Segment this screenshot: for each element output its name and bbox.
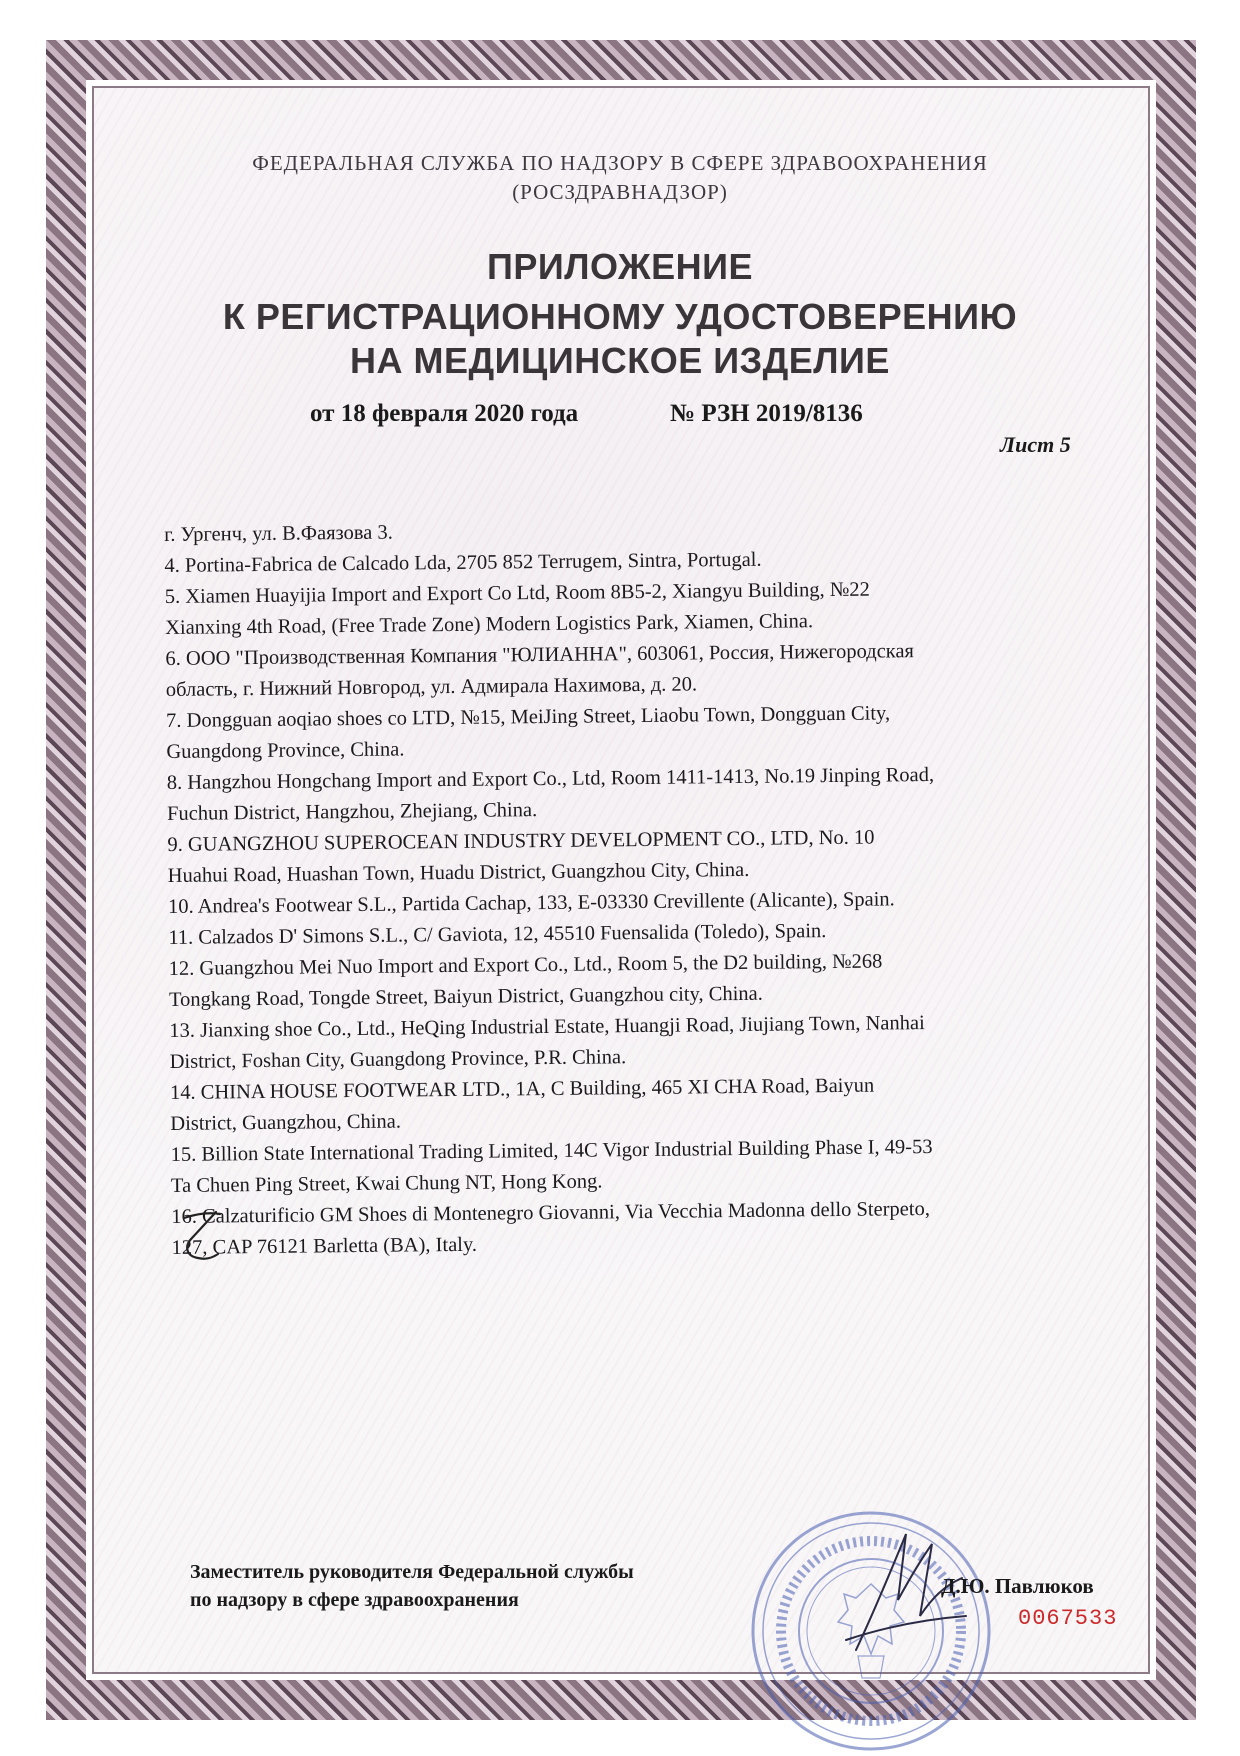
text-line: Huahui Road, Huashan Town, Huadu District, Guangzhou City, China.: [167, 858, 750, 887]
text-line: г. Ургенч, ул. В.Фаязова 3.: [164, 521, 393, 546]
text-line: 9. GUANGZHOU SUPEROCEAN INDUSTRY DEVELOPMENT CO., LTD, No. 10: [167, 826, 875, 856]
text-line: District, Guangzhou, China.: [170, 1110, 402, 1135]
text-line: 13. Jianxing shoe Co., Ltd., HeQing Industrial Estate, Huangji Road, Jiujiang Town, Nanhai: [169, 1012, 925, 1042]
text-line: 127, CAP 76121 Barletta (BA), Italy.: [171, 1233, 478, 1259]
signatory-name: Д.Ю. Павлюков: [941, 1574, 1094, 1598]
signatory-role-line2: по надзору в сфере здравоохранения: [190, 1589, 519, 1611]
text-line: область, г. Нижний Новгород, ул. Адмирала Нахимова, д. 20.: [165, 673, 698, 701]
text-line: Fuchun District, Hangzhou, Zhejiang, China.: [166, 799, 538, 825]
text-line: 10. Andrea's Footwear S.L., Partida Cachap, 133, E-03330 Crevillente (Alicante), Spain.: [167, 888, 895, 918]
document-date: от 18 февраля 2020 года: [310, 400, 579, 427]
text-line: 11. Calzados D' Simons S.L., C/ Gaviota, 12, 45510 Fuensalida (Toledo), Spain.: [168, 920, 827, 949]
text-line: Tongkang Road, Tongde Street, Baiyun District, Guangzhou city, China.: [168, 982, 763, 1011]
text-line: District, Foshan City, Guangdong Province, P.R. China.: [169, 1046, 627, 1073]
document-title-line2: К РЕГИСТРАЦИОННОМУ УДОСТОВЕРЕНИЮ: [222, 296, 1018, 337]
signatory-role: [190, 1558, 634, 1614]
agency-abbreviation: (РОСЗДРАВНАДЗОР): [512, 180, 728, 204]
document-title-line3: НА МЕДИЦИНСКОЕ ИЗДЕЛИЕ: [350, 340, 890, 381]
agency-name: ФЕДЕРАЛЬНАЯ СЛУЖБА ПО НАДЗОРУ В СФЕРЕ ЗДРАВООХРАНЕНИЯ: [252, 151, 988, 175]
text-line: Ta Chuen Ping Street, Kwai Chung NT, Hong Kong.: [170, 1170, 603, 1197]
text-line: 8. Hangzhou Hongchang Import and Export Co., Ltd, Room 1411-1413, No.19 Jinping Road,: [166, 763, 935, 794]
text-line: 16. Calzaturificio GM Shoes di Montenegro Giovanni, Via Vecchia Madonna dello Sterpeto,: [171, 1198, 931, 1228]
handwritten-mark-icon: [178, 1208, 228, 1264]
text-line: 7. Dongguan aoqiao shoes co LTD, №15, MeiJing Street, Liaobu Town, Dongguan City,: [165, 702, 891, 732]
document-title-line1: ПРИЛОЖЕНИЕ: [487, 246, 753, 287]
signatory-role-line1: Заместитель руководителя Федеральной службы: [190, 1561, 634, 1583]
text-line: 6. ООО "Производственная Компания "ЮЛИАННА", 603061, Россия, Нижегородская: [165, 640, 915, 670]
text-line: 15. Billion State International Trading Limited, 14C Vigor Industrial Building Phase I, 49-53: [170, 1135, 933, 1166]
text-line: Xianxing 4th Road, (Free Trade Zone) Modern Logistics Park, Xiamen, China.: [165, 610, 814, 639]
form-serial-number: 0067533: [1018, 1606, 1118, 1631]
text-line: 12. Guangzhou Mei Nuo Import and Export Co., Ltd., Room 5, the D2 building, №268: [168, 950, 883, 980]
text-line: 14. CHINA HOUSE FOOTWEAR LTD., 1A, C Building, 465 XI CHA Road, Baiyun: [169, 1074, 875, 1104]
manufacturer-list: [164, 510, 1132, 1264]
text-line: Guangdong Province, China.: [166, 738, 405, 763]
text-line: 4. Portina-Fabrica de Calcado Lda, 2705 852 Terrugem, Sintra, Portugal.: [164, 548, 762, 577]
text-line: 5. Xiamen Huayijia Import and Export Co Ltd, Room 8B5-2, Xiangyu Building, №22: [164, 578, 870, 608]
sheet-number: Лист 5: [1000, 432, 1071, 457]
document-number: № РЗН 2019/8136: [670, 400, 863, 427]
